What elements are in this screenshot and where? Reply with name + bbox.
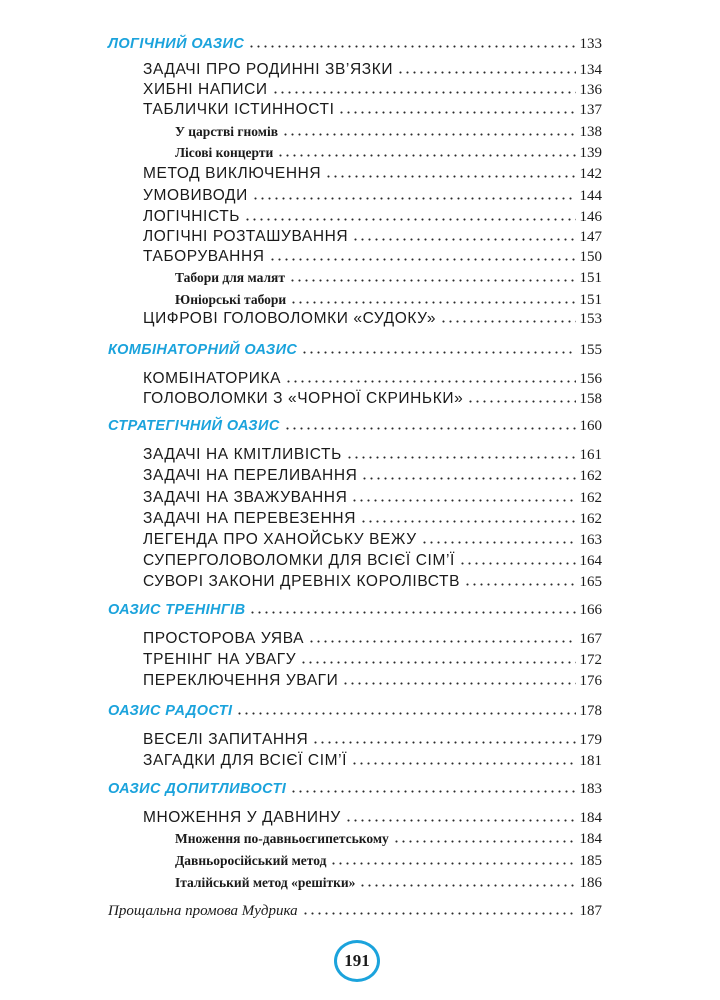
toc-subentry-title: Табори для малят (175, 270, 285, 285)
toc-entry-title: ХИБНІ НАПИСИ (143, 81, 268, 98)
toc-page-number: 160 (579, 418, 602, 434)
toc-entry[interactable] (143, 507, 602, 529)
toc-section-title: ОАЗИС ТРЕНІНГІВ (108, 602, 246, 618)
toc-page-number: 153 (579, 311, 602, 327)
toc-entry[interactable] (143, 387, 602, 409)
toc-page-number: 162 (579, 468, 602, 484)
toc-entry[interactable] (143, 58, 602, 80)
toc-page-number: 150 (579, 249, 602, 265)
toc-page-number: 158 (579, 391, 602, 407)
toc-entry[interactable] (143, 184, 602, 206)
dot-leader (345, 806, 576, 822)
toc-farewell-title: Прощальна промова Мудрика (108, 903, 298, 919)
toc-page-number: 138 (579, 124, 602, 140)
dot-leader (312, 728, 575, 744)
toc-page-number: 176 (579, 673, 602, 689)
toc-entry-title: ЗАДАЧІ НА ПЕРЕЛИВАННЯ (143, 467, 358, 484)
toc-page-number: 133 (579, 36, 602, 52)
dot-leader (272, 78, 576, 94)
toc-entry-title: ГОЛОВОЛОМКИ З «ЧОРНОЇ СКРИНЬКИ» (143, 390, 464, 407)
dot-leader (285, 367, 575, 383)
toc-page-number: 151 (579, 292, 602, 308)
toc-section-title: КОМБІНАТОРНИЙ ОАЗИС (108, 342, 298, 358)
toc-entry[interactable] (143, 486, 602, 508)
toc-entry-title: МНОЖЕННЯ У ДАВНИНУ (143, 809, 341, 826)
toc-page-number: 163 (579, 532, 602, 548)
toc-section-title: СТРАТЕГІЧНИЙ ОАЗИС (108, 418, 280, 434)
dot-leader (459, 549, 576, 565)
toc-entry[interactable] (143, 728, 602, 750)
toc-page-number: 186 (579, 875, 602, 891)
toc-page-number: 184 (579, 810, 602, 826)
dot-leader (289, 266, 576, 282)
toc-page-number: 179 (579, 732, 602, 748)
toc-subentry[interactable] (175, 266, 602, 288)
toc-entry[interactable] (143, 627, 602, 649)
toc-entry[interactable] (143, 443, 602, 465)
dot-leader (360, 507, 576, 523)
toc-entry-title: ЛОГІЧНІ РОЗТАШУВАННЯ (143, 228, 349, 245)
toc-page-number: 134 (579, 62, 602, 78)
dot-leader (330, 849, 575, 865)
toc-section-title: ЛОГІЧНИЙ ОАЗИС (108, 36, 245, 52)
dot-leader (397, 58, 575, 74)
toc-section-title: ОАЗИС РАДОСТІ (108, 703, 233, 719)
toc-entry[interactable] (143, 307, 602, 329)
toc-subentry-title: Давньоросійський метод (175, 853, 327, 868)
dot-leader (464, 570, 575, 586)
toc-subentry-title: Італійський метод «решітки» (175, 875, 356, 890)
toc-entry-title: ЗАДАЧІ НА КМІТЛИВІСТЬ (143, 446, 342, 463)
toc-subentry[interactable] (175, 120, 602, 142)
toc-subentry-title: У царстві гномів (175, 124, 278, 139)
toc-entry[interactable] (143, 669, 602, 691)
dot-leader (361, 464, 575, 480)
toc-page-number: 139 (579, 145, 602, 161)
toc-entry-title: ЛЕГЕНДА ПРО ХАНОЙСЬКУ ВЕЖУ (143, 531, 417, 548)
toc-page-number: 187 (579, 903, 602, 919)
toc-entry-title: УМОВИВОДИ (143, 187, 248, 204)
toc-entry-title: ТРЕНІНГ НА УВАГУ (143, 651, 297, 668)
toc-subentry[interactable] (175, 871, 602, 893)
toc-page-number: 162 (579, 511, 602, 527)
toc-entry-title: ТАБОРУВАННЯ (143, 248, 265, 265)
toc-entry[interactable] (143, 367, 602, 389)
toc-page-number: 178 (579, 703, 602, 719)
toc-entry[interactable] (143, 78, 602, 100)
dot-leader (249, 598, 575, 614)
toc-page-number: 165 (579, 574, 602, 590)
toc-section-trainings[interactable] (108, 598, 602, 620)
toc-page-number: 146 (579, 209, 602, 225)
toc-entry-title: ПЕРЕКЛЮЧЕННЯ УВАГИ (143, 672, 339, 689)
dot-leader (325, 162, 575, 178)
toc-entry-title: ВЕСЕЛІ ЗАПИТАННЯ (143, 731, 309, 748)
toc-entry[interactable] (143, 528, 602, 550)
dot-leader (338, 98, 575, 114)
toc-entry[interactable] (143, 245, 602, 267)
toc-subentry-title: Лісові концерти (175, 145, 274, 160)
dot-leader (244, 205, 575, 221)
toc-page-number: 184 (579, 831, 602, 847)
toc-page-number: 181 (579, 753, 602, 769)
toc-page-number: 162 (579, 490, 602, 506)
toc-entry[interactable] (143, 749, 602, 771)
toc-entry[interactable] (143, 464, 602, 486)
dot-leader (302, 899, 576, 915)
dot-leader (252, 184, 576, 200)
toc-entry[interactable] (143, 225, 602, 247)
page-number-badge (334, 940, 380, 982)
toc-section-strategic[interactable] (108, 414, 602, 436)
toc-entry[interactable] (143, 205, 602, 227)
toc-page-number: 167 (579, 631, 602, 647)
dot-leader (359, 871, 575, 887)
toc-entry[interactable] (143, 162, 602, 184)
toc-subentry[interactable] (175, 827, 602, 849)
toc-entry-title: КОМБІНАТОРИКА (143, 370, 282, 387)
toc-page-number: 137 (579, 102, 602, 118)
toc-page-number: 151 (579, 270, 602, 286)
dot-leader (351, 749, 575, 765)
toc-page-number: 166 (579, 602, 602, 618)
toc-subentry-title: Множення по-давньоєгипетському (175, 831, 389, 846)
toc-subentry[interactable] (175, 849, 602, 871)
toc-entry-title: СУПЕРГОЛОВОЛОМКИ ДЛЯ ВСІЄЇ СІМ’Ї (143, 552, 455, 569)
toc-entry-title: ЗАДАЧІ НА ПЕРЕВЕЗЕННЯ (143, 510, 356, 527)
dot-leader (269, 245, 576, 261)
toc-entry-title: ЦИФРОВІ ГОЛОВОЛОМКИ «СУДОКУ» (143, 310, 437, 327)
toc-section-logic[interactable] (108, 32, 602, 54)
toc-page-number: 142 (579, 166, 602, 182)
dot-leader (308, 627, 575, 643)
toc-entry[interactable] (143, 98, 602, 120)
dot-leader (342, 669, 575, 685)
dot-leader (301, 338, 575, 354)
dot-leader (300, 648, 575, 664)
dot-leader (282, 120, 576, 136)
toc-page-number: 155 (579, 342, 602, 358)
toc-entry-title: ЗАГАДКИ ДЛЯ ВСІЄЇ СІМ’Ї (143, 752, 348, 769)
dot-leader (352, 225, 575, 241)
page-number: 191 (344, 951, 370, 970)
toc-entry-title: ПРОСТОРОВА УЯВА (143, 630, 305, 647)
toc-entry[interactable] (143, 570, 602, 592)
toc-entry-title: ЗАДАЧІ ПРО РОДИННІ ЗВ’ЯЗКИ (143, 61, 394, 78)
toc-entry-title: СУВОРІ ЗАКОНИ ДРЕВНІХ КОРОЛІВСТВ (143, 573, 461, 590)
toc-section-joy[interactable] (108, 699, 602, 721)
toc-subentry[interactable] (175, 141, 602, 163)
dot-leader (248, 32, 575, 48)
dot-leader (346, 443, 576, 459)
toc-entry-title: ЛОГІЧНІСТЬ (143, 208, 241, 225)
toc-subentry-title: Юніорські табори (175, 292, 287, 307)
toc-page-number: 144 (579, 188, 602, 204)
toc-entry-title: МЕТОД ВИКЛЮЧЕННЯ (143, 165, 322, 182)
toc-section-curiosity[interactable] (108, 777, 602, 799)
toc-page-number: 136 (579, 82, 602, 98)
toc-entry[interactable] (143, 648, 602, 670)
dot-leader (290, 777, 575, 793)
dot-leader (393, 827, 576, 843)
toc-entry-title: ТАБЛИЧКИ ІСТИННОСТІ (143, 101, 335, 118)
dot-leader (421, 528, 576, 544)
dot-leader (351, 486, 575, 502)
toc-page-number: 156 (579, 371, 602, 387)
dot-leader (236, 699, 575, 715)
dot-leader (467, 387, 575, 403)
dot-leader (440, 307, 575, 323)
toc-entry-title: ЗАДАЧІ НА ЗВАЖУВАННЯ (143, 489, 348, 506)
toc-page-number: 185 (579, 853, 602, 869)
toc-page-number: 161 (579, 447, 602, 463)
toc-page-number: 164 (579, 553, 602, 569)
dot-leader (290, 288, 575, 304)
dot-leader (284, 414, 576, 430)
toc-entry[interactable] (143, 549, 602, 571)
toc-page-number: 183 (579, 781, 602, 797)
toc-page-number: 147 (579, 229, 602, 245)
toc-section-combinatorial[interactable] (108, 338, 602, 360)
toc-entry[interactable] (143, 806, 602, 828)
toc-section-title: ОАЗИС ДОПИТЛИВОСТІ (108, 781, 287, 797)
dot-leader (277, 141, 575, 157)
toc-farewell[interactable] (108, 899, 602, 921)
toc-page-number: 172 (579, 652, 602, 668)
